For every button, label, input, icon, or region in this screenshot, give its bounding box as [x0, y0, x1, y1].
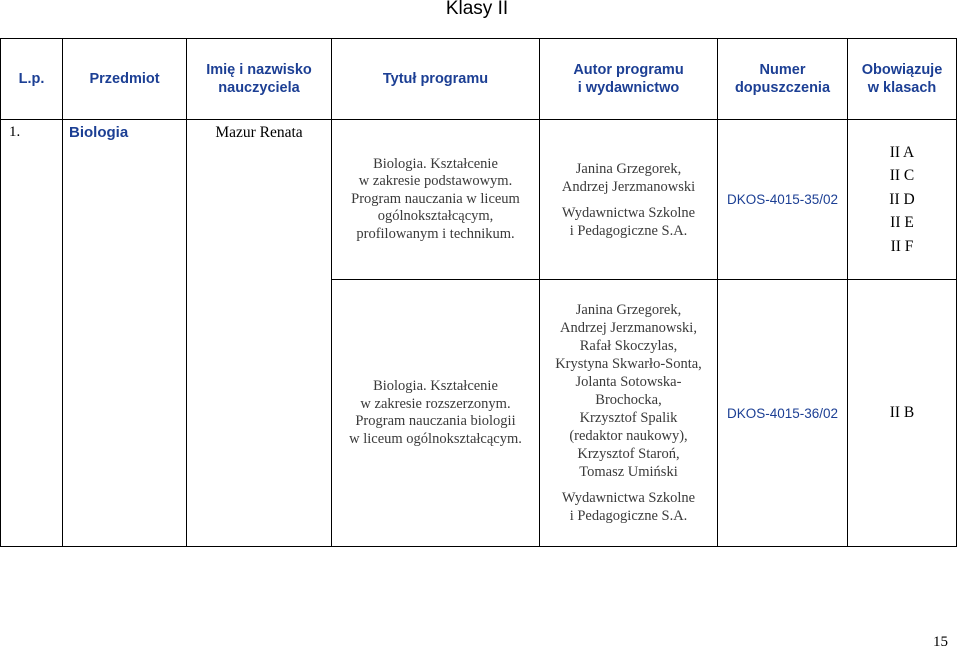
author-line: Krystyna Skwarło-Sonta, [555, 356, 702, 372]
header-number-line2: dopuszczenia [734, 80, 831, 96]
author-line: Janina Grzegorek, [575, 302, 682, 318]
header-lp: L.p. [1, 39, 63, 120]
class-item: II C [889, 167, 915, 185]
author-line: Krzysztof Spalik [579, 410, 678, 426]
author-line: Tomasz Umiński [579, 464, 678, 480]
program-line: ogólnokształcącym, [377, 208, 494, 225]
header-author [540, 39, 718, 120]
class-item: II A [889, 143, 915, 161]
header-teacher [187, 39, 332, 120]
approval-number: DKOS-4015-36/02 [718, 280, 848, 547]
program-cell [332, 120, 540, 280]
author-line: Rafał Skoczylas, [579, 338, 678, 354]
header-author-line1: Autor programu [573, 62, 684, 78]
author-line: Brochocka, [595, 392, 662, 408]
program-cell [332, 280, 540, 547]
publisher [540, 204, 717, 240]
program-line: Program nauczania w liceum [351, 190, 520, 207]
teacher-cell: Mazur Renata [187, 120, 332, 547]
author-line: Krzysztof Staroń, [577, 446, 680, 462]
header-author-line2: i wydawnictwo [577, 80, 680, 96]
class-item: II F [890, 237, 914, 255]
header-teacher-line1: Imię i nazwisko [206, 62, 312, 78]
row-number: 1. [1, 120, 63, 547]
class-item: II B [889, 404, 915, 422]
page-title: Klasy II [445, 0, 509, 19]
header-classes [848, 39, 957, 120]
program-line: w zakresie rozszerzonym. [360, 395, 511, 412]
header-number-line1: Numer [759, 62, 806, 78]
header-teacher-line2: nauczyciela [218, 80, 300, 96]
curriculum-table [0, 38, 957, 547]
subject-cell: Biologia [63, 120, 187, 547]
program-line: profilowanym i technikum. [356, 225, 515, 242]
header-classes-line2: w klasach [867, 80, 937, 96]
header-number [718, 39, 848, 120]
program-line: w zakresie podstawowym. [358, 173, 513, 190]
publisher-line: Wydawnictwa Szkolne [561, 490, 696, 506]
classes-cell [848, 120, 957, 280]
publisher [540, 489, 717, 525]
author-line: Janina Grzegorek, [575, 160, 682, 177]
author-line: Andrzej Jerzmanowski [561, 178, 696, 195]
author-line: Andrzej Jerzmanowski, [560, 320, 697, 336]
publisher-line: Wydawnictwa Szkolne [561, 204, 696, 221]
program-line: Program nauczania biologii [355, 413, 516, 429]
table-row [1, 120, 957, 280]
page-number: 15 [933, 634, 948, 650]
author-line: Jolanta Sotowska- [575, 374, 682, 390]
program-line: w liceum ogólnokształcącym. [349, 430, 522, 447]
header-classes-line1: Obowiązuje [861, 62, 943, 78]
header-program: Tytuł programu [332, 39, 540, 120]
approval-number: DKOS-4015-35/02 [718, 120, 848, 280]
author-cell [540, 120, 718, 280]
class-item: II D [889, 190, 915, 208]
program-line: Biologia. Kształcenie [373, 378, 498, 394]
header-row [1, 39, 957, 120]
author-cell [540, 280, 718, 547]
program-line: Biologia. Kształcenie [373, 155, 498, 172]
publisher-line: i Pedagogiczne S.A. [569, 508, 688, 524]
classes-cell [848, 280, 957, 547]
author-line: (redaktor naukowy), [569, 428, 688, 444]
class-item: II E [890, 214, 914, 232]
publisher-line: i Pedagogiczne S.A. [569, 222, 688, 239]
header-subject: Przedmiot [63, 39, 187, 120]
